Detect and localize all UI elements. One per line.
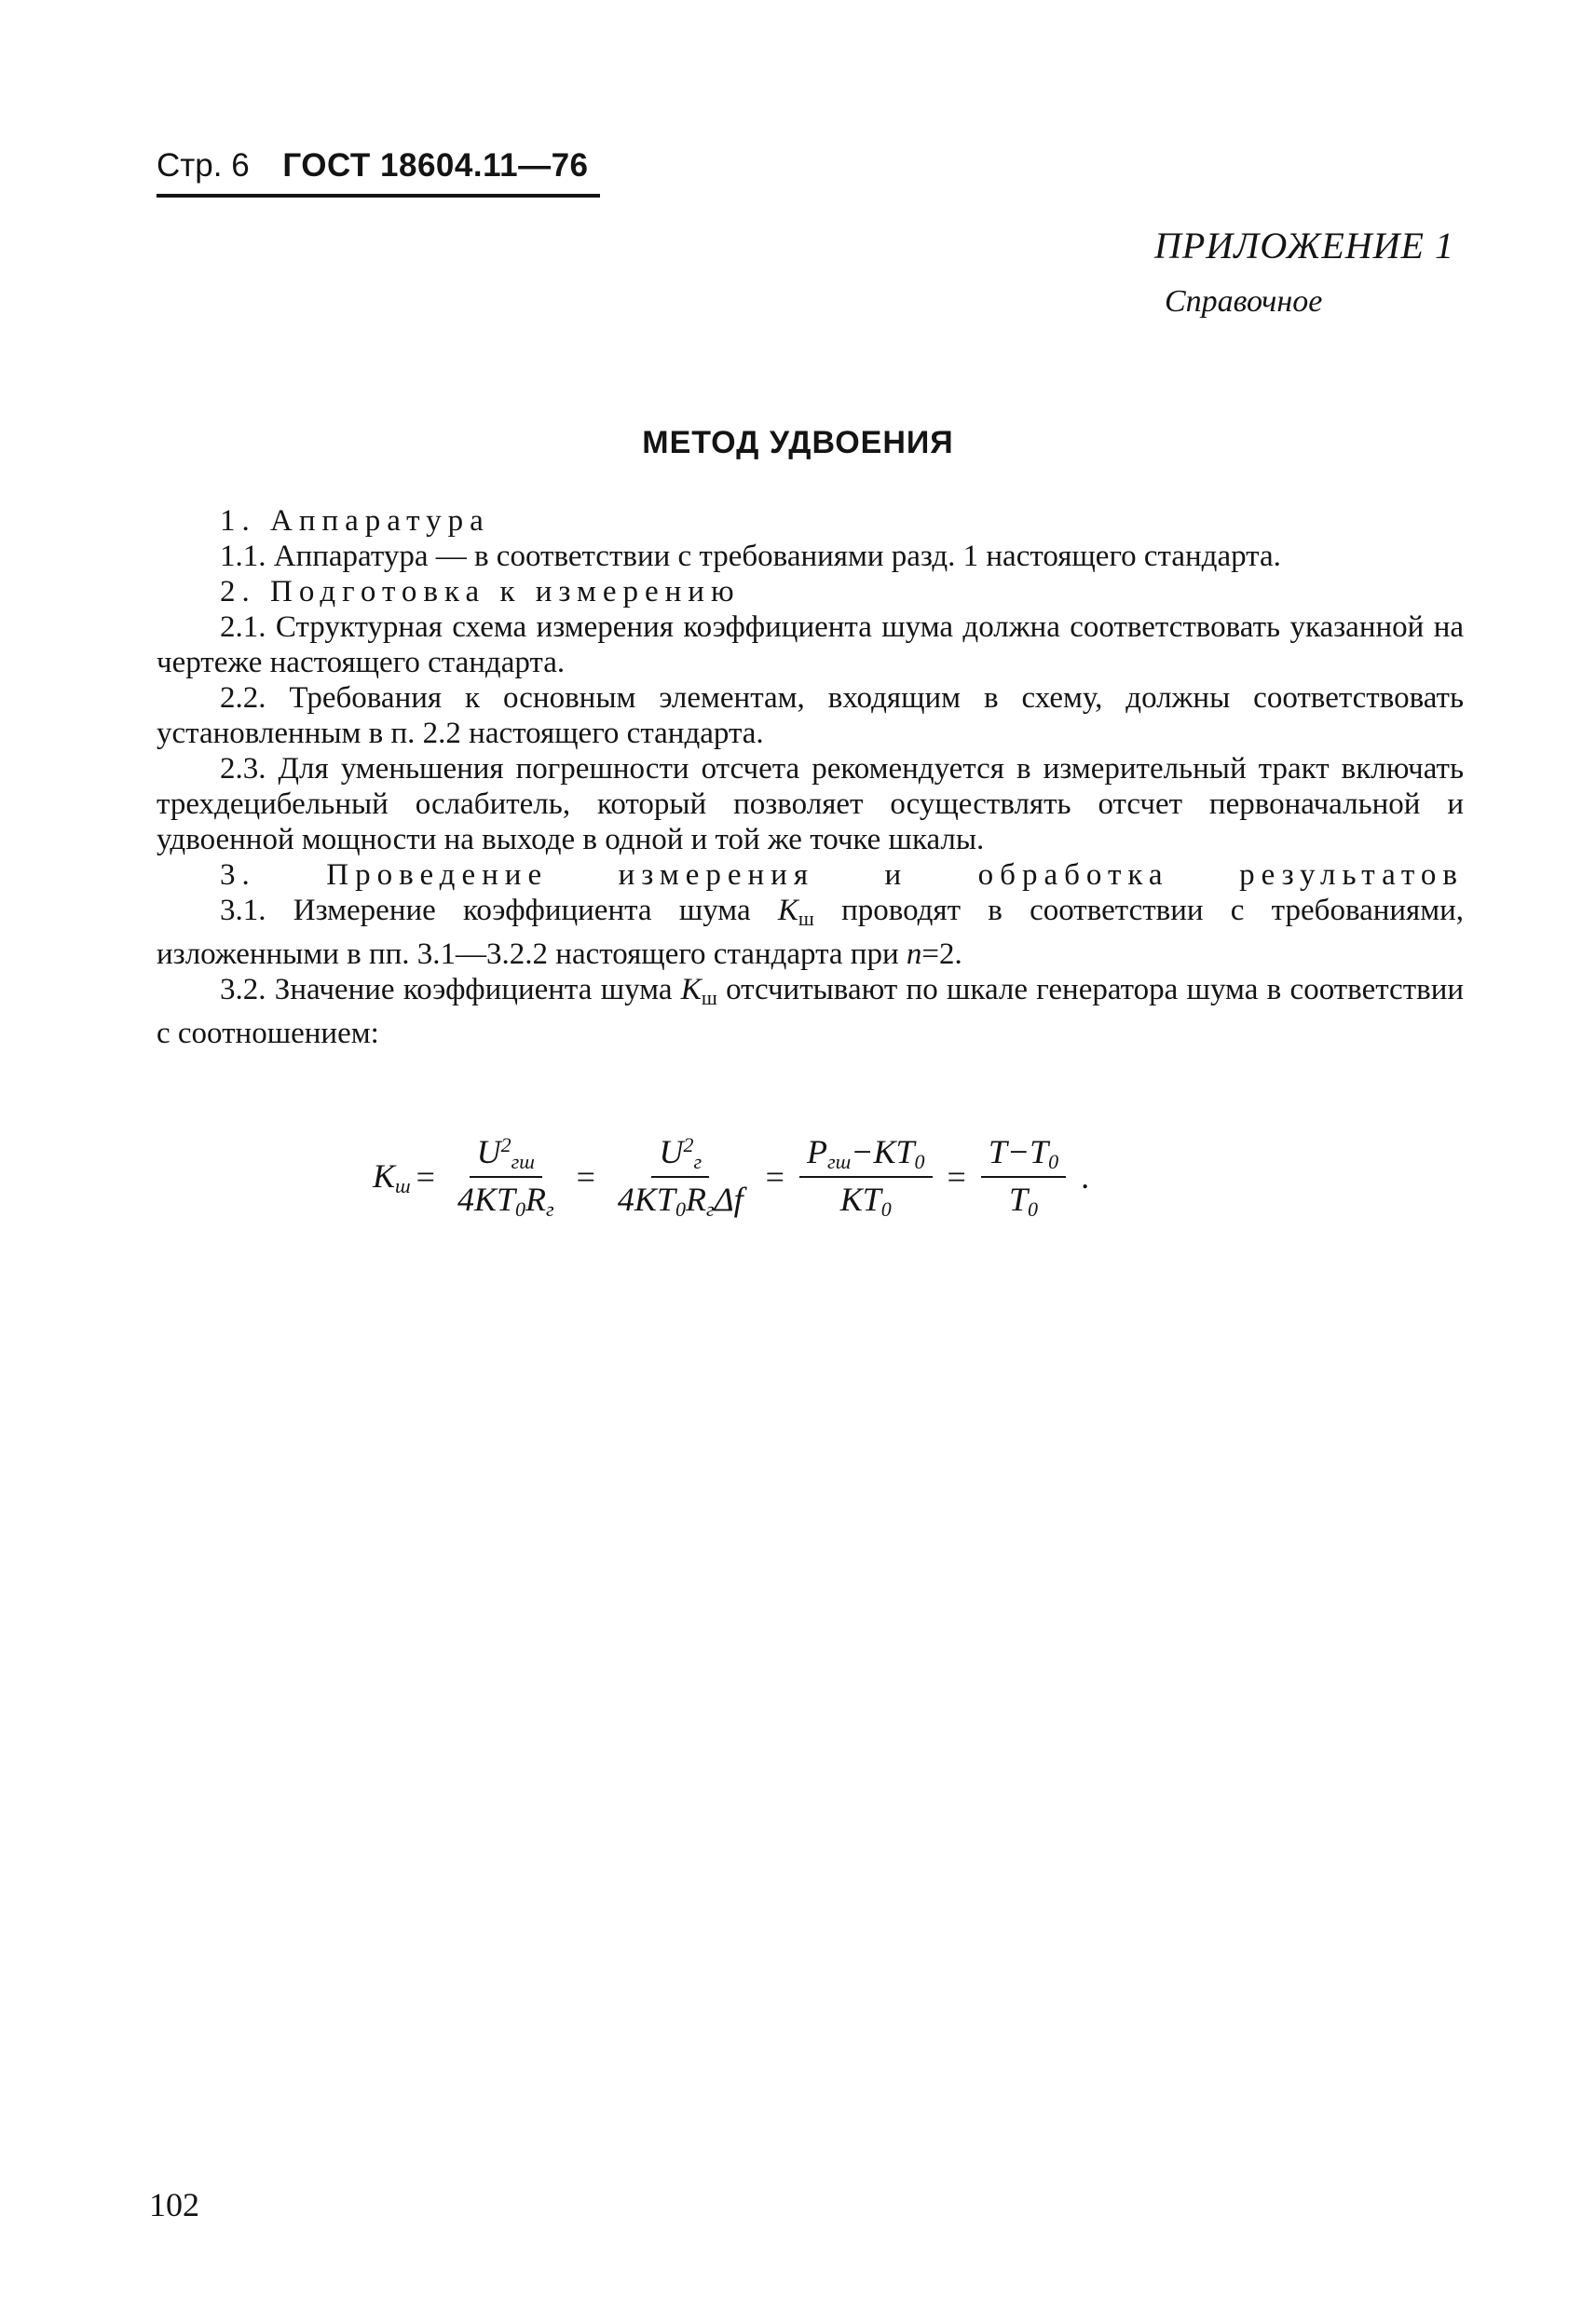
- paragraph-2-1: 2.1. Структурная схема измерения коэффициента шума должна соответствовать указанной на чертеже настоящего стандарта.: [157, 610, 1464, 679]
- p31-a: 3.1. Измерение коэффициента шума: [220, 894, 751, 927]
- p32-b: отсчитывают по шкале генератора шума в соответствии с соотношением:: [157, 973, 1465, 1050]
- s3-word: обработка: [977, 858, 1169, 892]
- equals-sign: =: [765, 1158, 784, 1196]
- document-body: [157, 503, 1464, 1051]
- equals-sign: =: [576, 1158, 595, 1196]
- page-label: Стр. 6: [157, 147, 250, 184]
- formula-end-period: .: [1081, 1158, 1090, 1196]
- noise-factor-formula: [373, 1132, 1095, 1222]
- formula-lhs: $K_ш$: [373, 1156, 411, 1197]
- p31-b: проводят в соответствии с требованиями, изложенными в пп. 3.1—3.2.2 настоящего стандарта при: [157, 894, 1465, 971]
- section-1-heading: 1. Аппаратура: [220, 504, 490, 538]
- document-title: МЕТОД УДВОЕНИЯ: [642, 425, 954, 460]
- section-2-heading: 2. Подготовка к измерению: [220, 575, 741, 609]
- s3-word: измерения: [618, 858, 814, 892]
- appendix-title: ПРИЛОЖЕНИЕ 1: [1154, 225, 1454, 267]
- fraction-1: $\frac{U^2_{гш}}{4KT_0R_г}$: [457, 1133, 554, 1221]
- paragraph-3-1: [157, 893, 1464, 972]
- p32-a: 3.2. Значение коэффициента шума: [220, 973, 673, 1006]
- paragraph-2-3: 2.3. Для уменьшения погрешности отсчета рекомендуется в измерительный тракт включать трехдецибельный ослабитель, который позволяет осуществлять отсчет первоначальной и удвоенной мощности на выходе в одной и той же точке шкалы.: [157, 752, 1464, 856]
- appendix-subtitle: Справочное: [1165, 284, 1323, 319]
- fraction-2: $\frac{U^2_г}{4KT_0R_г\Delta f}$: [617, 1133, 743, 1221]
- k-symbol: K: [680, 973, 702, 1006]
- s3-word: результатов: [1239, 858, 1464, 892]
- fraction-3: $\frac{P_{гш}-KT_0}{KT_0}$: [799, 1132, 933, 1222]
- header-rule: [157, 194, 600, 198]
- k-subscript: ш: [798, 907, 814, 930]
- equals-sign: =: [947, 1158, 966, 1196]
- paragraph-3-2: [157, 972, 1464, 1051]
- paragraph-1-1: 1.1. Аппаратура — в соответствии с требованиями разд. 1 настоящего стандарта.: [220, 540, 1281, 573]
- k-subscript: ш: [701, 986, 717, 1009]
- p31-c: =2.: [921, 937, 962, 971]
- page-header: [157, 147, 589, 185]
- gost-number: ГОСТ 18604.11—76: [282, 147, 589, 184]
- page-number: 102: [149, 2186, 199, 2223]
- equals-sign: =: [416, 1158, 435, 1196]
- paragraph-2-2: 2.2. Требования к основным элементам, входящим в схему, должны соответствовать установленным в п. 2.2 настоящего стандарта.: [157, 681, 1464, 750]
- s3-word: 3.: [220, 858, 256, 892]
- s3-word: Проведение: [326, 858, 549, 892]
- fraction-4: $\frac{T-T_0}{T_0}$: [981, 1132, 1066, 1222]
- s3-word: и: [884, 858, 908, 892]
- k-symbol: K: [777, 894, 798, 927]
- n-symbol: n: [906, 937, 922, 971]
- section-3-heading: [157, 857, 1464, 893]
